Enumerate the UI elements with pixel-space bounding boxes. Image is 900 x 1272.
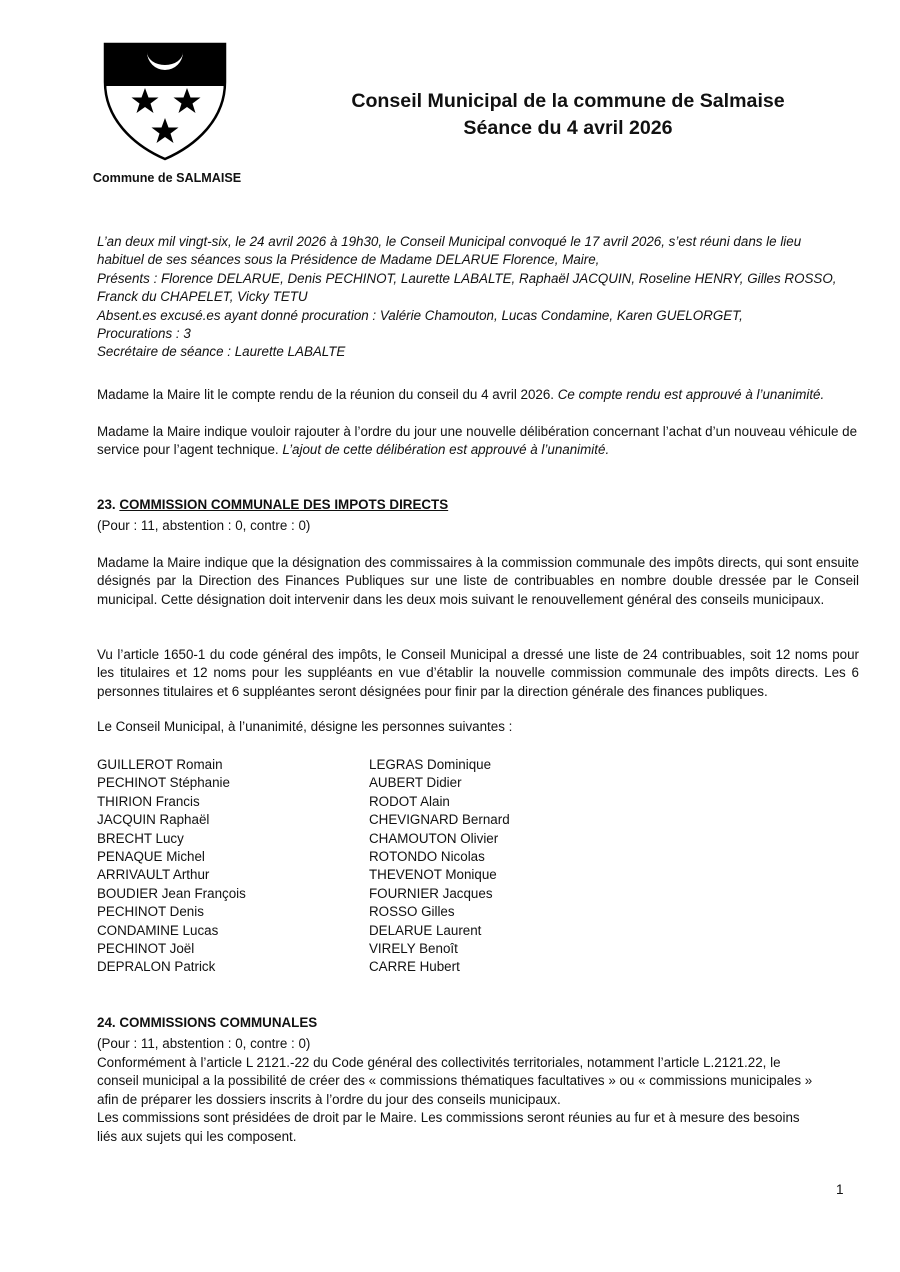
approval-text: Madame la Maire lit le compte rendu de la réunion du conseil du 4 avril 2026. <box>97 387 558 402</box>
vehicle-decision: L’ajout de cette délibération est approuvé à l’unanimité. <box>282 442 610 458</box>
list-item <box>97 848 657 866</box>
approval-decision: Ce compte rendu est approuvé à l’unanimité. <box>557 387 825 402</box>
name-left: PECHINOT Stéphanie <box>97 775 230 791</box>
list-item <box>97 922 657 940</box>
intro-line: Présents : Florence DELARUE, Denis PECHINOT, Laurette LABALTE, Raphaël JACQUIN, Roseline HENRY, Gilles ROSSO, <box>97 270 837 286</box>
intro-line: Franck du CHAPELET, Vicky TETU <box>97 289 308 305</box>
minutes-approval-paragraph <box>97 386 859 404</box>
name-left: ARRIVAULT Arthur <box>97 867 210 883</box>
section-23-paragraph-1: Madame la Maire indique que la désignation des commissaires à la commission communale des impôts directs, qui sont ensuite désignés par la Direction des Finances Publiques sur une liste de contribuables en nombre double dressée par le Conseil municipal. Cette désignation doit intervenir dans les deux mois suivant le renouvellement général des conseils municipaux. <box>97 555 859 607</box>
section-24-heading: 24. COMMISSIONS COMMUNALES <box>97 1015 318 1030</box>
name-left: PENAQUE Michel <box>97 848 205 864</box>
commune-label: Commune de SALMAISE <box>92 171 242 185</box>
name-left: JACQUIN Raphaël <box>97 812 210 828</box>
intro-line: Absent.es excusé.es ayant donné procuration : Valérie Chamouton, Lucas Condamine, Karen GUELORGET, <box>97 307 743 323</box>
list-item <box>97 774 657 792</box>
name-right: LEGRAS Dominique <box>369 757 492 772</box>
name-right: VIRELY Benoît <box>369 940 458 956</box>
section-24-line: conseil municipal a la possibilité de créer des « commissions thématiques facultatives » ou « commissions municipales » <box>97 1073 813 1089</box>
session-intro <box>97 233 859 362</box>
list-item <box>97 958 657 976</box>
list-item <box>97 756 657 774</box>
list-item <box>97 793 657 811</box>
section-24-line: afin de préparer les dossiers inscrits à l’ordre du jour des conseils municipaux. <box>97 1091 561 1107</box>
vehicle-addition-paragraph <box>97 423 859 460</box>
name-right: DELARUE Laurent <box>369 922 482 938</box>
section-23-title: COMMISSION COMMUNALE DES IMPOTS DIRECTS <box>119 497 449 512</box>
name-left: GUILLEROT Romain <box>97 757 223 772</box>
name-left: BRECHT Lucy <box>97 830 184 846</box>
section-23-vote: (Pour : 11, abstention : 0, contre : 0) <box>97 518 311 533</box>
name-left: CONDAMINE Lucas <box>97 922 219 938</box>
section-24-line: liés aux sujets qui les composent. <box>97 1128 297 1144</box>
section-24-paragraph <box>97 1054 859 1146</box>
name-left: BOUDIER Jean François <box>97 885 246 901</box>
commissioners-list <box>97 756 657 977</box>
list-item <box>97 866 657 884</box>
list-item <box>97 940 657 958</box>
vehicle-text: Madame la Maire indique vouloir rajouter à l’ordre du jour une nouvelle délibération concernant l’achat d’un nouveau véhicule de service pour l’agent technique. <box>97 424 858 458</box>
shield-icon <box>103 42 227 162</box>
intro-line: habituel de ses séances sous la Présidence de Madame DELARUE Florence, Maire, <box>97 252 600 268</box>
section-24-vote: (Pour : 11, abstention : 0, contre : 0) <box>97 1036 311 1051</box>
title-line-1: Conseil Municipal de la commune de Salmaise <box>351 90 785 112</box>
page-title <box>300 88 836 142</box>
commune-coat-of-arms <box>103 42 227 162</box>
title-line-2: Séance du 4 avril 2026 <box>463 117 673 139</box>
name-right: CHEVIGNARD Bernard <box>369 812 510 828</box>
intro-line: Secrétaire de séance : Laurette LABALTE <box>97 344 346 360</box>
section-23-heading <box>97 496 859 514</box>
name-right: CARRE Hubert <box>369 959 460 975</box>
section-23-paragraph-2: Vu l’article 1650-1 du code général des impôts, le Conseil Municipal a dressé une liste de 24 contribuables, soit 12 noms pour les titulaires et 12 noms pour les suppléants en vue d’établir la nouvelle commission communale des impôts directs. Les 6 personnes titulaires et 6 suppléantes seront désignées pour finir par la direction générale des finances publiques. <box>97 647 859 699</box>
name-right: ROSSO Gilles <box>369 904 455 920</box>
list-item <box>97 811 657 829</box>
intro-line: Procurations : 3 <box>97 326 191 342</box>
name-left: PECHINOT Denis <box>97 904 204 920</box>
list-item <box>97 885 657 903</box>
list-item <box>97 903 657 921</box>
section-23-paragraph-3: Le Conseil Municipal, à l’unanimité, désigne les personnes suivantes : <box>97 719 513 734</box>
name-right: AUBERT Didier <box>369 775 462 791</box>
name-right: CHAMOUTON Olivier <box>369 830 499 846</box>
section-24-line: Les commissions sont présidées de droit par le Maire. Les commissions seront réunies au fur et à mesure des besoins <box>97 1110 800 1126</box>
section-24-line: Conformément à l’article L 2121.-22 du Code général des collectivités territoriales, notamment l’article L.2121.22, le <box>97 1055 781 1070</box>
section-23-number: 23. <box>97 497 120 512</box>
intro-line: L’an deux mil vingt-six, le 24 avril 2026 à 19h30, le Conseil Municipal convoqué le 17 avril 2026, s’est réuni dans le lieu <box>97 234 802 249</box>
name-left: PECHINOT Joël <box>97 940 195 956</box>
name-left: DEPRALON Patrick <box>97 959 216 975</box>
name-left: THIRION Francis <box>97 793 200 809</box>
name-right: THEVENOT Monique <box>369 867 497 883</box>
page-number: 1 <box>836 1182 844 1197</box>
name-right: ROTONDO Nicolas <box>369 848 485 864</box>
list-item <box>97 830 657 848</box>
name-right: RODOT Alain <box>369 793 450 809</box>
name-right: FOURNIER Jacques <box>369 885 493 901</box>
